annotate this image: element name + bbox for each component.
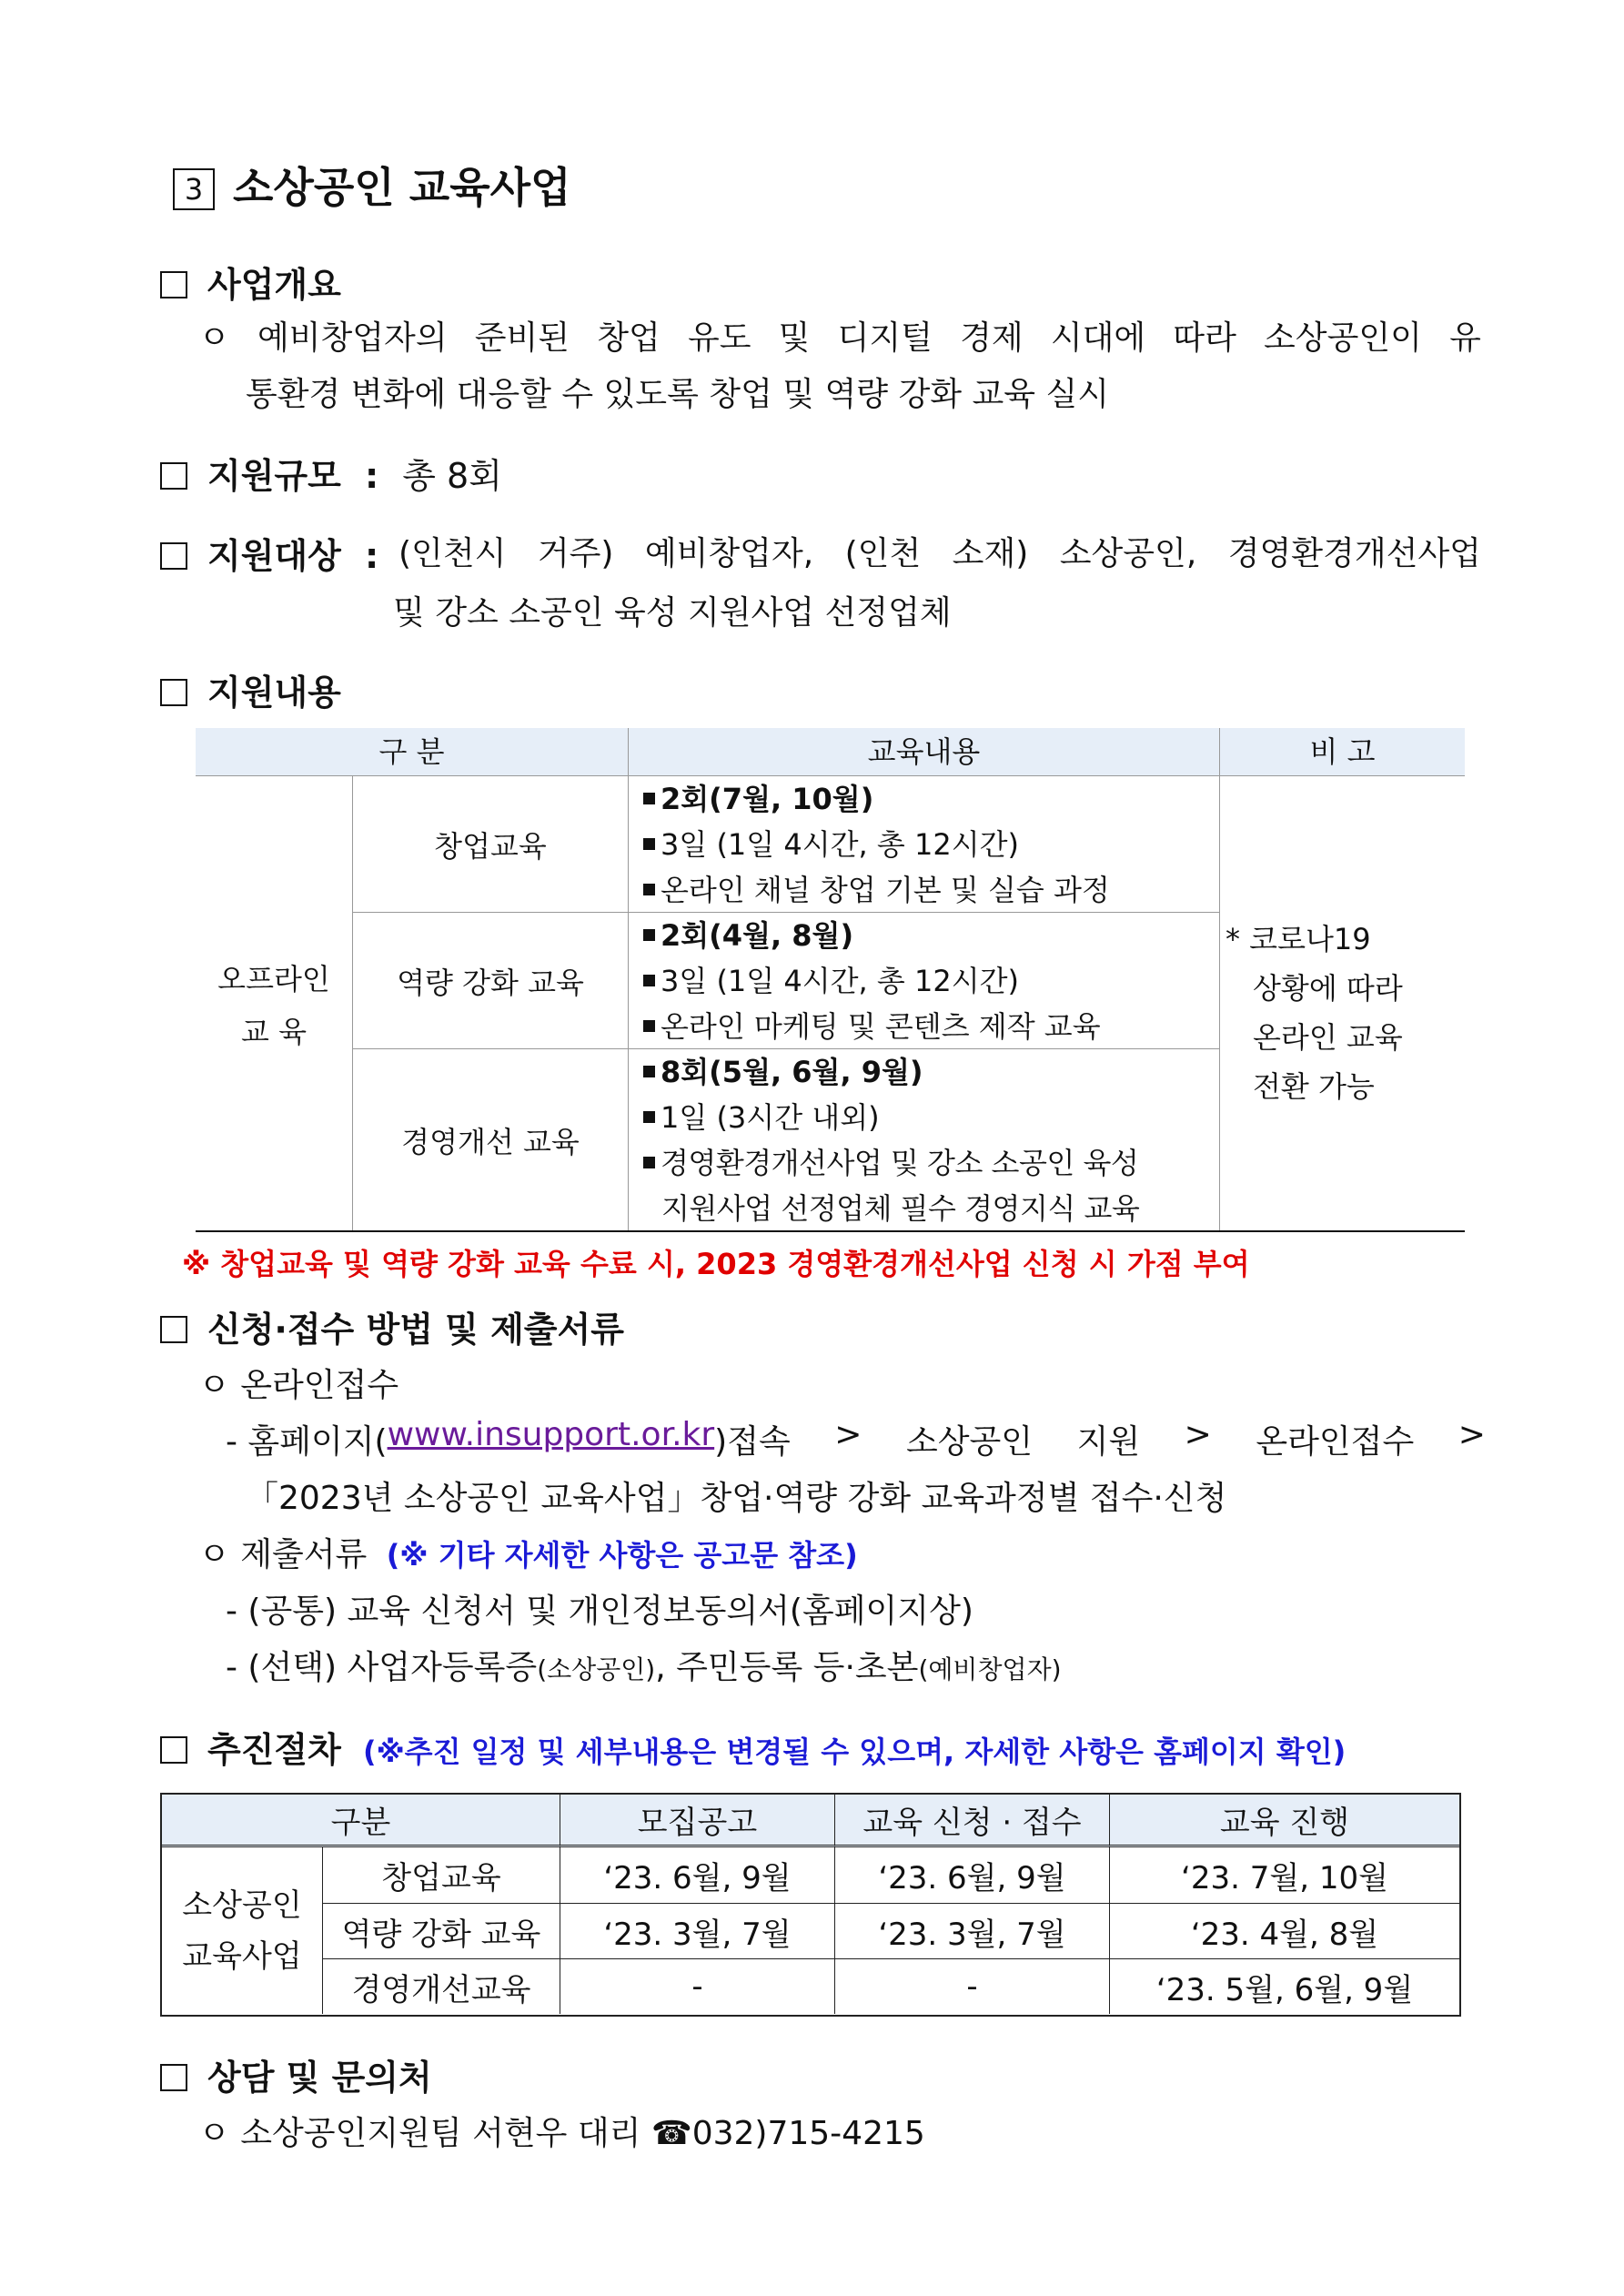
apply-heading: 신청·접수 방법 및 제출서류 xyxy=(160,1301,624,1351)
checkbox-square-icon xyxy=(160,271,187,298)
content-item xyxy=(640,1140,1219,1186)
square-bullet-icon xyxy=(643,838,655,850)
row-content-startup xyxy=(628,775,1219,912)
contact-line: ㅇ 소상공인지원팀 서현우 대리 ☎032)715-4215 xyxy=(198,2115,925,2152)
content-item-text: 온라인 채널 창업 기본 및 실습 과정 xyxy=(661,873,1110,907)
overview-heading: 사업개요 xyxy=(160,257,341,307)
procedure-heading: 추진절차 (※추진 일정 및 세부내용은 변경될 수 있으며, 자세한 사항은 홈페이지 확인) xyxy=(160,1722,1346,1772)
docs-note: (※ 기타 자세한 사항은 공고문 참조) xyxy=(386,1538,858,1573)
target-word: (인천시 xyxy=(398,535,507,572)
proc-row-notice: - xyxy=(560,1958,834,2014)
apply-online: ㅇ 온라인접수 xyxy=(198,1367,399,1404)
content-item xyxy=(640,913,1219,958)
target-word: 거주) xyxy=(537,535,614,572)
square-bullet-icon xyxy=(643,884,655,895)
checkbox-square-icon xyxy=(160,2064,187,2091)
homepage-path-word: > xyxy=(1458,1416,1486,1453)
content-item xyxy=(640,1004,1219,1049)
section-number: 3 xyxy=(173,168,215,210)
homepage-path-word: 소상공인 xyxy=(905,1423,1034,1461)
header-content: 교육내용 xyxy=(628,728,1219,775)
checkbox-square-icon xyxy=(160,1736,187,1764)
content-item-text: 지원사업 선정업체 필수 경영지식 교육 xyxy=(661,1191,1140,1226)
apply-common-docs: - (공통) 교육 신청서 및 개인정보동의서(홈페이지상) xyxy=(226,1593,973,1630)
content-item xyxy=(640,867,1219,913)
proc-header-progress: 교육 진행 xyxy=(1109,1795,1459,1847)
checkbox-square-icon xyxy=(160,679,187,706)
proc-header-notice: 모집공고 xyxy=(560,1795,834,1847)
checkbox-square-icon xyxy=(160,542,187,570)
support-content-table xyxy=(196,728,1465,1233)
target-word: 경영환경개선사업 xyxy=(1227,535,1481,572)
proc-row-name: 경영개선교육 xyxy=(322,1958,560,2014)
content-item-text: 3일 (1일 4시간, 총 12시간) xyxy=(661,827,1020,862)
content-item-text: 온라인 마케팅 및 콘텐츠 제작 교육 xyxy=(661,1009,1101,1044)
proc-header-category: 구분 xyxy=(162,1795,560,1847)
homepage-path-word: 지원 xyxy=(1076,1423,1141,1461)
target-line-1 xyxy=(398,528,1481,574)
overview-word: 디지털 xyxy=(837,319,933,357)
group-offline: 오프라인 교 육 xyxy=(196,775,352,1230)
overview-line-1 xyxy=(198,312,1481,359)
square-bullet-icon xyxy=(643,1111,655,1123)
row-content-management xyxy=(628,1048,1219,1230)
content-item-text: 8회(5월, 6월, 9월) xyxy=(661,1055,923,1089)
content-item xyxy=(640,958,1219,1004)
apply-homepage-line-2: 「2023년 소상공인 교육사업」창업·역량 강화 교육과정별 접수·신청 xyxy=(246,1480,1227,1517)
checkbox-square-icon xyxy=(160,462,187,490)
proc-row-notice: ‘23. 3월, 7월 xyxy=(560,1903,834,1958)
note-cell: * 코로나19 상황에 따라 온라인 교육 전환 가능 xyxy=(1219,775,1465,1230)
homepage-link[interactable]: www.insupport.or.kr xyxy=(387,1416,715,1453)
content-item-text: 2회(4월, 8월) xyxy=(661,918,854,953)
square-bullet-icon xyxy=(643,929,655,941)
content-item xyxy=(640,1049,1219,1095)
row-name-management: 경영개선 교육 xyxy=(352,1048,628,1230)
target-word: 소재) xyxy=(952,535,1029,572)
square-bullet-icon xyxy=(643,975,655,986)
homepage-path-word: > xyxy=(834,1416,862,1453)
proc-row-progress: ‘23. 7월, 10월 xyxy=(1109,1847,1459,1903)
overview-word: 유 xyxy=(1449,319,1481,357)
overview-word: 유도 xyxy=(687,319,751,357)
row-name-capacity: 역량 강화 교육 xyxy=(352,912,628,1048)
proc-row-name: 창업교육 xyxy=(322,1847,560,1903)
content-item xyxy=(640,1095,1219,1140)
content-item-text: 2회(7월, 10월) xyxy=(661,782,874,816)
overview-word: 경제 xyxy=(960,319,1024,357)
contact-heading: 상담 및 문의처 xyxy=(160,2049,432,2099)
homepage-path-word: 온라인접수 xyxy=(1256,1423,1415,1461)
overview-word: 창업 xyxy=(597,319,661,357)
overview-word: 시대에 xyxy=(1050,319,1146,357)
proc-row-apply: ‘23. 3월, 7월 xyxy=(834,1903,1109,1958)
row-name-startup: 창업교육 xyxy=(352,775,628,912)
target-heading: 지원대상 : xyxy=(160,528,378,578)
overview-word: 및 xyxy=(778,319,811,357)
square-bullet-icon xyxy=(643,1066,655,1077)
header-category: 구 분 xyxy=(196,728,628,775)
square-bullet-icon xyxy=(643,793,655,804)
document-title xyxy=(173,155,571,215)
homepage-path-word: )접속 xyxy=(714,1423,791,1461)
apply-docs: ㅇ 제출서류 (※ 기타 자세한 사항은 공고문 참조) xyxy=(198,1536,858,1573)
target-word: 소상공인, xyxy=(1059,535,1197,572)
procedure-table xyxy=(160,1793,1461,2017)
target-word: 예비창업자, xyxy=(644,535,814,572)
apply-optional-docs: - (선택) 사업자등록증(소상공인), 주민등록 등·초본(예비창업자) xyxy=(226,1649,1062,1686)
checkbox-square-icon xyxy=(160,1316,187,1343)
square-bullet-icon xyxy=(643,1020,655,1032)
proc-row-notice: ‘23. 6월, 9월 xyxy=(560,1847,834,1903)
content-item-text: 3일 (1일 4시간, 총 12시간) xyxy=(661,964,1020,998)
proc-header-apply: 교육 신청 · 접수 xyxy=(834,1795,1109,1847)
scale-value: 총 8회 xyxy=(402,456,502,496)
proc-row-progress: ‘23. 4월, 8월 xyxy=(1109,1903,1459,1958)
apply-homepage-line-1: - 홈페이지( www.insupport.or.kr )접속 > 소상공인 지원 > 온라인접수 > xyxy=(226,1416,1486,1461)
row-content-capacity xyxy=(628,912,1219,1048)
content-item xyxy=(640,1186,1219,1231)
homepage-path-word: > xyxy=(1184,1416,1212,1453)
content-item-text: 경영환경개선사업 및 강소 소공인 육성 xyxy=(661,1146,1139,1180)
content-heading: 지원내용 xyxy=(160,664,341,714)
proc-row-progress: ‘23. 5월, 6월, 9월 xyxy=(1109,1958,1459,2014)
proc-row-name: 역량 강화 교육 xyxy=(322,1903,560,1958)
proc-row-apply: ‘23. 6월, 9월 xyxy=(834,1847,1109,1903)
target-line-2: 및 강소 소공인 육성 지원사업 선정업체 xyxy=(393,594,952,632)
overview-word: 예비창업자의 xyxy=(257,319,448,357)
overview-line-2: 통환경 변화에 대응할 수 있도록 창업 및 역량 강화 교육 실시 xyxy=(246,376,1110,413)
content-item xyxy=(640,822,1219,867)
scale-heading: 지원규모 : 총 8회 xyxy=(160,448,502,498)
proc-row-apply: - xyxy=(834,1958,1109,2014)
header-note: 비 고 xyxy=(1219,728,1465,775)
square-bullet-icon xyxy=(643,1157,655,1168)
target-word: (인천 xyxy=(844,535,922,572)
overview-word: ㅇ xyxy=(198,319,230,357)
overview-word: 소상공인이 xyxy=(1264,319,1422,357)
content-item xyxy=(640,776,1219,822)
overview-word: 따라 xyxy=(1173,319,1236,357)
procedure-note: (※추진 일정 및 세부내용은 변경될 수 있으며, 자세한 사항은 홈페이지 확인) xyxy=(362,1735,1347,1769)
proc-group: 소상공인 교육사업 xyxy=(182,1887,302,1975)
overview-word: 준비된 xyxy=(474,319,570,357)
title-text: 소상공인 교육사업 xyxy=(233,163,571,212)
content-item-text: 1일 (3시간 내외) xyxy=(661,1100,880,1135)
content-footnote: ※ 창업교육 및 역량 강화 교육 수료 시, 2023 경영환경개선사업 신청 시 가점 부여 xyxy=(182,1247,1250,1281)
